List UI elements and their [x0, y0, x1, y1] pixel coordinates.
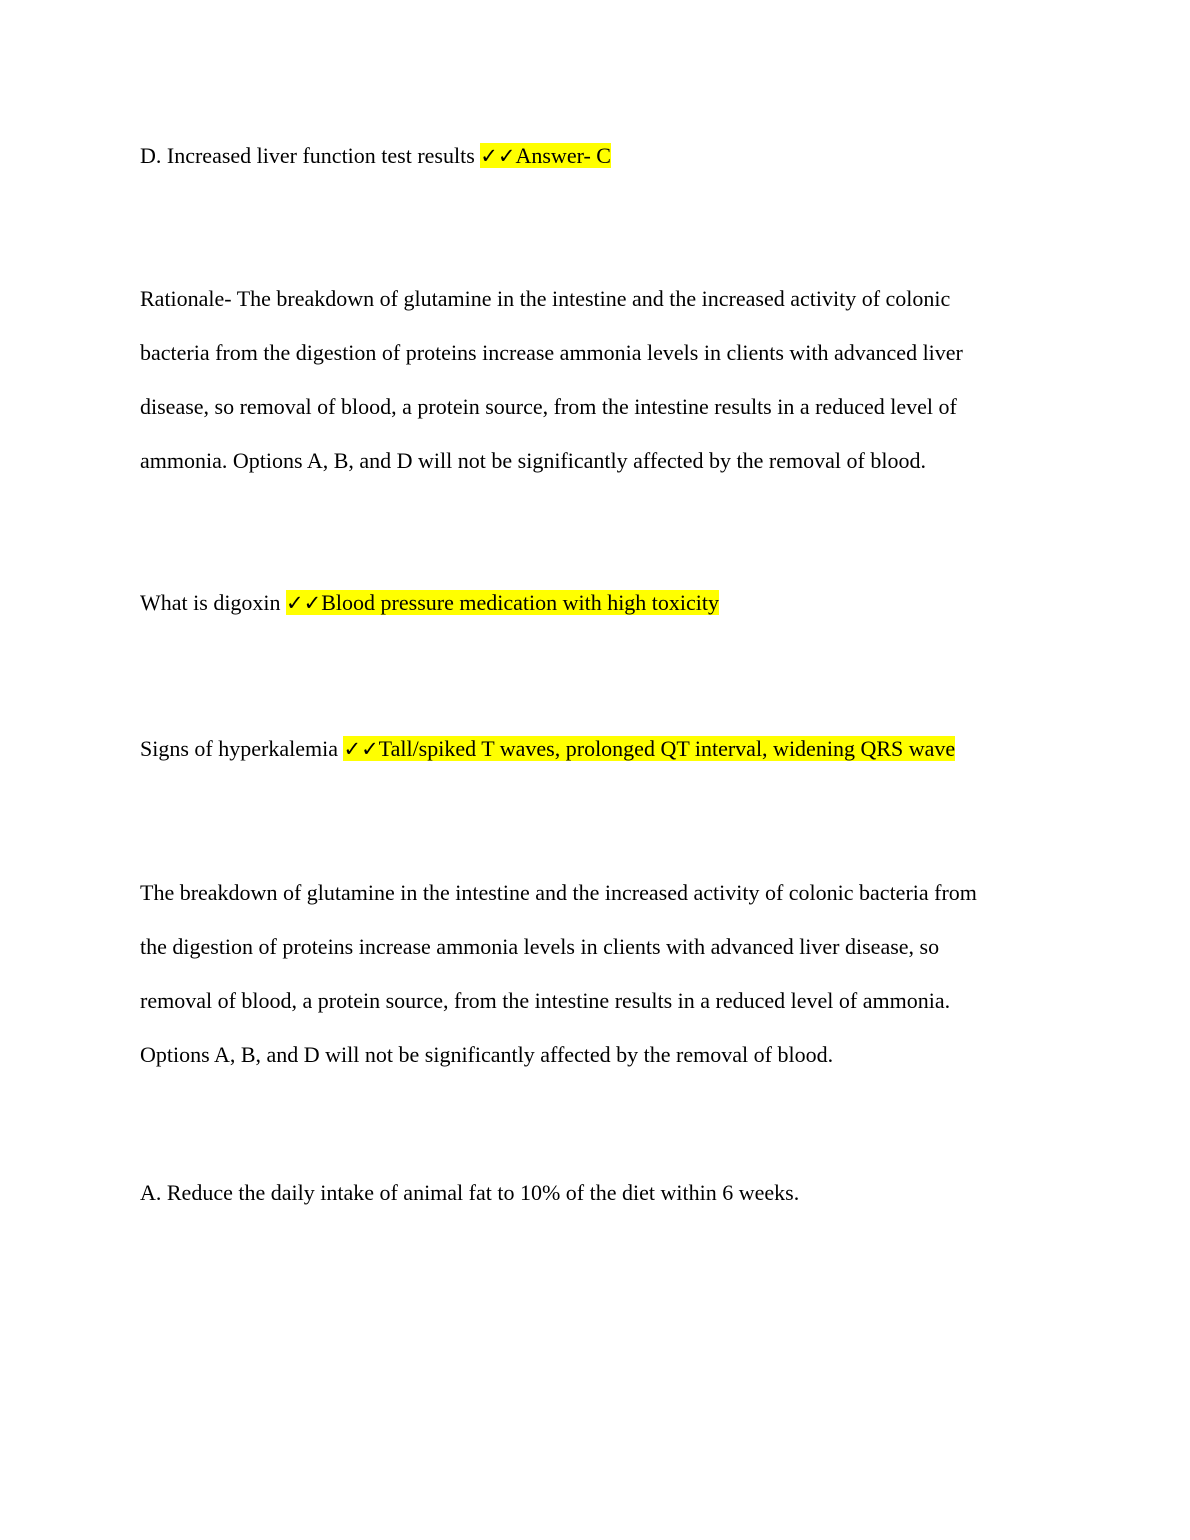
option-a-line: A. Reduce the daily intake of animal fat to 10% of the diet within 6 weeks.: [140, 1180, 800, 1205]
answer-highlight: [480, 143, 611, 168]
double-check-icon: ✓✓: [480, 144, 516, 168]
rationale-line-4: ammonia. Options A, B, and D will not be significantly affected by the removal of blood.: [140, 448, 926, 473]
rationale-line-3: disease, so removal of blood, a protein source, from the intestine results in a reduced level of: [140, 394, 957, 419]
rationale-line-1: Rationale- The breakdown of glutamine in the intestine and the increased activity of colonic: [140, 286, 951, 311]
paragraph-line-1: The breakdown of glutamine in the intestine and the increased activity of colonic bacteria from: [140, 880, 977, 905]
paragraph-line-4: Options A, B, and D will not be significantly affected by the removal of blood.: [140, 1042, 834, 1067]
double-check-icon: ✓✓: [343, 737, 379, 761]
answer-highlight: [286, 590, 719, 615]
answer-text: Answer- C: [515, 143, 611, 168]
paragraph-line-2: the digestion of proteins increase ammonia levels in clients with advanced liver disease, so: [140, 934, 940, 959]
answer-highlight: [343, 736, 955, 761]
question-text: D. Increased liver function test results: [140, 143, 481, 168]
paragraph-line-3: removal of blood, a protein source, from the intestine results in a reduced level of ammonia.: [140, 988, 951, 1013]
question-text: What is digoxin: [140, 590, 287, 615]
rationale-line-2: bacteria from the digestion of proteins increase ammonia levels in clients with advanced liver: [140, 340, 963, 365]
answer-text: Blood pressure medication with high toxicity: [321, 590, 720, 615]
question-text: Signs of hyperkalemia: [140, 736, 344, 761]
question-line-digoxin: [140, 589, 719, 617]
question-line-hyperkalemia: [140, 735, 955, 763]
answer-text: Tall/spiked T waves, prolonged QT interval, widening QRS wave: [378, 736, 956, 761]
question-line-liver-function: [140, 142, 611, 170]
double-check-icon: ✓✓: [286, 591, 322, 615]
